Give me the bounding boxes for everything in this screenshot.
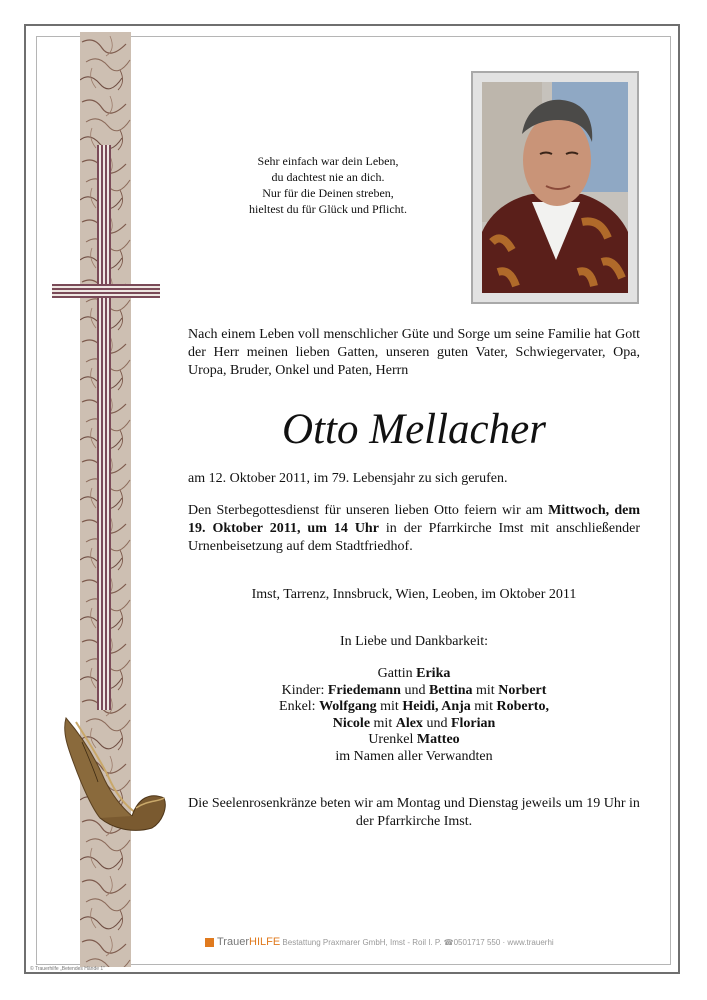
trauerhilfe-logo-icon	[205, 938, 214, 947]
connector: mit	[472, 682, 499, 698]
gratitude-heading: In Liebe und Dankbarkeit:	[339, 634, 489, 649]
poem-line: du dachtest nie an dich.	[271, 170, 385, 184]
grandchild-name: Wolfgang	[319, 699, 377, 714]
family-list	[188, 666, 640, 765]
brand-part: Trauer	[217, 936, 249, 948]
grandchild-name: Florian	[450, 715, 496, 731]
label: Gattin	[377, 666, 417, 681]
rosary-notice: Die Seelenrosenkränze beten wir am Montag und Dienstag jeweils um 19 Uhr in der Pfarrkirche Imst.	[188, 796, 640, 829]
child-name: Friedemann	[327, 682, 401, 698]
child-name: Bettina	[428, 682, 473, 698]
deceased-name: Otto Mellacher	[282, 406, 546, 453]
connector: und	[400, 682, 429, 698]
funeral-service-paragraph	[188, 502, 640, 556]
great-grandchild-name: Matteo	[416, 732, 460, 747]
service-date: Mittwoch, dem 19. Oktober 2011, um 14 Uhr	[188, 503, 641, 536]
funeral-home-details: Bestattung Praxmarer GmbH, Imst - Roil I. P. ☎0501717 550 · www.trauerhi	[280, 938, 554, 947]
grandchild-name: Roberto,	[496, 699, 549, 714]
label: Kinder:	[281, 682, 328, 698]
family-line-relatives: im Namen aller Verwandten	[335, 748, 493, 764]
brand-name	[217, 936, 280, 948]
poem-line: hieltest du für Glück und Pflicht.	[249, 202, 407, 216]
partner-name: Norbert	[498, 682, 547, 698]
grandchild-name: Heidi, Anja	[402, 699, 471, 714]
intro-paragraph: Nach einem Leben voll menschlicher Güte und Sorge um seine Familie hat Gott der Herr meinen lieben Gatten, unseren guten Vater, Schwiegervater, Opa, Uropa, Bruder, Onkel und Paten, Herrn	[188, 327, 640, 378]
family-line-spouse	[188, 666, 640, 683]
family-line-grandchildren-2	[188, 716, 640, 733]
funeral-home-footer	[205, 936, 554, 948]
family-line-children	[188, 683, 640, 700]
death-announcement: am 12. Oktober 2011, im 79. Lebensjahr zu sich gerufen.	[188, 471, 508, 486]
copyright-notice: © Trauerhilfe „Betendes Hände 1"	[30, 966, 105, 972]
brand-part: HILFE	[249, 936, 281, 948]
connector: mit	[470, 699, 497, 714]
label: Urenkel	[368, 732, 417, 747]
grandchild-name: Alex	[395, 715, 423, 731]
portrait-frame	[471, 71, 639, 304]
cross-vertical-bar	[97, 145, 111, 710]
connector: mit	[376, 699, 403, 714]
family-line-grandchildren	[188, 699, 640, 716]
memorial-poem	[220, 153, 436, 217]
spouse-name: Erika	[416, 666, 451, 681]
portrait-photo	[482, 82, 628, 293]
service-text: in der Pfarrkirche Imst mit anschließender Urnenbeisetzung auf dem Stadtfriedhof.	[188, 521, 640, 554]
places-and-date: Imst, Tarrenz, Innsbruck, Wien, Leoben, im Oktober 2011	[251, 587, 577, 602]
service-text: Den Sterbegottesdienst für unseren lieben Otto feiern wir am	[188, 503, 549, 518]
connector: und	[422, 715, 451, 731]
family-line-great-grandchild	[188, 732, 640, 749]
cross-horizontal-bar	[52, 284, 160, 298]
poem-line: Nur für die Deinen streben,	[262, 186, 394, 200]
connector: mit	[370, 715, 396, 731]
grandchild-name: Nicole	[332, 715, 371, 731]
label: Enkel:	[279, 699, 320, 714]
poem-line: Sehr einfach war dein Leben,	[257, 154, 399, 168]
praying-hands-icon	[52, 712, 170, 842]
